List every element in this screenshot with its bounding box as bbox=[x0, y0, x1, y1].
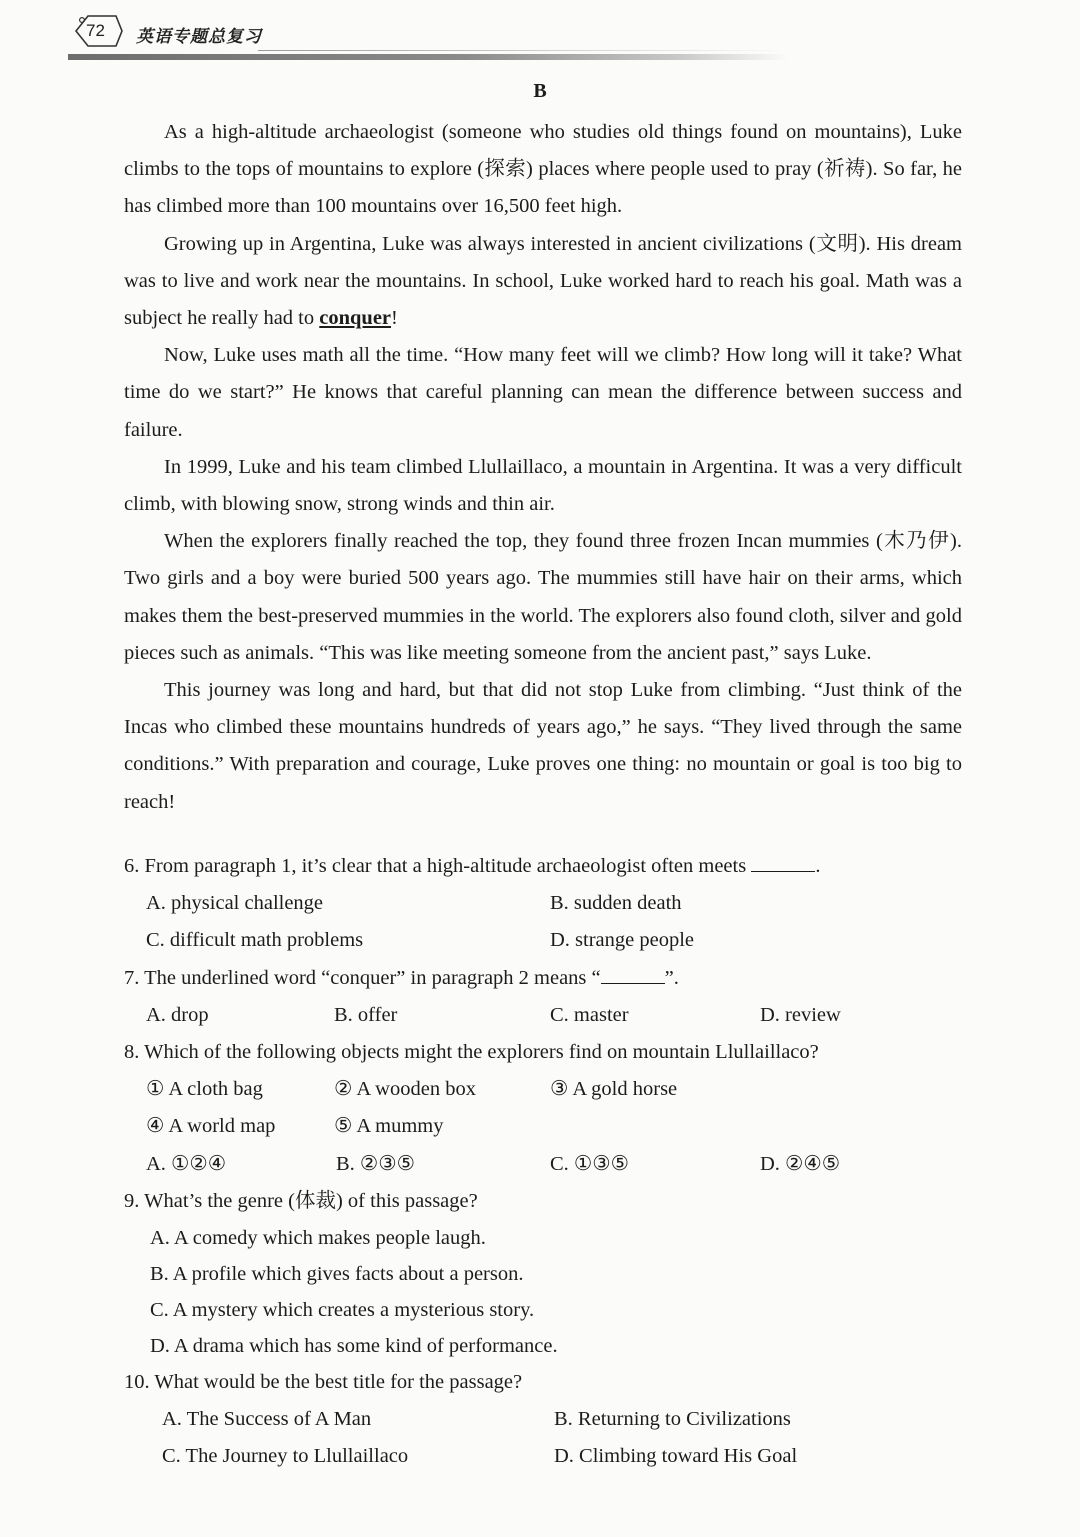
option-9b[interactable]: B. A profile which gives facts about a person. bbox=[150, 1262, 524, 1285]
question-8-items-row-1 bbox=[124, 1071, 984, 1108]
item-3: ③ A gold horse bbox=[550, 1078, 678, 1101]
question-list bbox=[124, 848, 984, 1476]
option-6d[interactable]: D. strange people bbox=[550, 929, 695, 952]
item-4: ④ A world map bbox=[146, 1115, 276, 1138]
option-9a[interactable]: A. A comedy which makes people laugh. bbox=[150, 1226, 486, 1249]
paragraph-2-text: Growing up in Argentina, Luke was always interested in ancient civilizations (文明). His dream was to live and work near the mountains. In school, Luke worked hard to reach his goal. Math was a subject he really had to bbox=[124, 232, 962, 330]
question-8-items-row-2 bbox=[124, 1108, 984, 1145]
paragraph-5: When the explorers finally reached the top, they found three frozen Incan mummies (木乃伊). Two girls and a boy were buried 500 years ago. The mummies still have hair on their arms, which makes them the best-preserved mummies in the world. The explorers also found cloth, silver and gold pieces such as animals. “This was like meeting someone from the ancient past,” says Luke. bbox=[124, 530, 962, 664]
question-8: 8. Which of the following objects might the explorers find on mountain Llullaillaco? bbox=[124, 1040, 819, 1063]
question-6 bbox=[124, 848, 984, 885]
question-7-stem: 7. The underlined word “conquer” in paragraph 2 means “ bbox=[124, 966, 601, 989]
reading-passage bbox=[124, 114, 962, 821]
option-6a[interactable]: A. physical challenge bbox=[146, 892, 324, 915]
question-7-end: ”. bbox=[664, 966, 679, 989]
question-10-options-row-2 bbox=[124, 1438, 984, 1475]
option-10a[interactable]: A. The Success of A Man bbox=[162, 1408, 372, 1431]
question-8-options bbox=[124, 1146, 984, 1183]
question-6-options-row-2 bbox=[124, 922, 984, 959]
page-number-badge bbox=[72, 12, 124, 50]
option-8b[interactable]: B. ②③⑤ bbox=[336, 1152, 416, 1175]
question-6-end: . bbox=[815, 855, 821, 877]
option-8c[interactable]: C. ①③⑤ bbox=[550, 1152, 630, 1175]
option-7c[interactable]: C. master bbox=[550, 1003, 629, 1026]
option-6c[interactable]: C. difficult math problems bbox=[146, 929, 364, 952]
header-thin-rule bbox=[258, 50, 788, 51]
paragraph-6: This journey was long and hard, but that did not stop Luke from climbing. “Just think of the Incas who climbed these mountains hundreds of years ago,” he says. “They lived through the same conditions.” With preparation and courage, Luke proves one thing: no mountain or goal is too big to reach! bbox=[124, 679, 962, 813]
option-8d[interactable]: D. ②④⑤ bbox=[760, 1152, 841, 1175]
header-rule bbox=[68, 54, 788, 60]
paragraph-2 bbox=[124, 226, 962, 338]
question-10-options-row-1 bbox=[124, 1401, 984, 1438]
section-heading: B bbox=[533, 80, 547, 102]
page-number: 72 bbox=[86, 21, 105, 40]
option-6b[interactable]: B. sudden death bbox=[550, 892, 682, 915]
option-8a[interactable]: A. ①②④ bbox=[146, 1152, 227, 1175]
book-title: 英语专题总复习 bbox=[136, 27, 262, 47]
item-1: ① A cloth bag bbox=[146, 1078, 263, 1101]
answer-blank bbox=[751, 853, 815, 872]
question-6-options-row-1 bbox=[124, 885, 984, 922]
question-10: 10. What would be the best title for the passage? bbox=[124, 1370, 523, 1393]
option-9d[interactable]: D. A drama which has some kind of performance. bbox=[150, 1334, 558, 1357]
option-7b[interactable]: B. offer bbox=[334, 1003, 398, 1026]
question-9: 9. What’s the genre (体裁) of this passage? bbox=[124, 1189, 478, 1212]
option-10b[interactable]: B. Returning to Civilizations bbox=[554, 1408, 791, 1431]
question-7-options bbox=[124, 997, 984, 1034]
paragraph-2-end: ! bbox=[391, 307, 398, 330]
paragraph-3: Now, Luke uses math all the time. “How many feet will we climb? How long will it take? What time do we start?” He knows that careful planning can mean the difference between success and failure. bbox=[124, 344, 962, 441]
question-6-stem: 6. From paragraph 1, it’s clear that a high-altitude archaeologist often meets bbox=[124, 855, 747, 877]
option-7d[interactable]: D. review bbox=[760, 1003, 841, 1026]
item-5: ⑤ A mummy bbox=[334, 1115, 444, 1138]
page-header bbox=[68, 6, 788, 64]
paragraph-4: In 1999, Luke and his team climbed Llullaillaco, a mountain in Argentina. It was a very difficult climb, with blowing snow, strong winds and thin air. bbox=[124, 455, 962, 516]
paragraph-1: As a high-altitude archaeologist (someone who studies old things found on mountains), Luke climbs to the tops of mountains to explore (探索) places where people used to pray (祈祷). So far, he has climbed more than 100 mountains over 16,500 feet high. bbox=[124, 121, 962, 218]
question-7 bbox=[124, 960, 984, 997]
option-9c[interactable]: C. A mystery which creates a mysterious story. bbox=[150, 1298, 535, 1321]
option-10d[interactable]: D. Climbing toward His Goal bbox=[554, 1445, 798, 1468]
answer-blank bbox=[601, 965, 665, 984]
underlined-word: conquer bbox=[319, 307, 392, 330]
option-10c[interactable]: C. The Journey to Llullaillaco bbox=[162, 1445, 409, 1468]
item-2: ② A wooden box bbox=[334, 1078, 476, 1101]
option-7a[interactable]: A. drop bbox=[146, 1003, 209, 1026]
